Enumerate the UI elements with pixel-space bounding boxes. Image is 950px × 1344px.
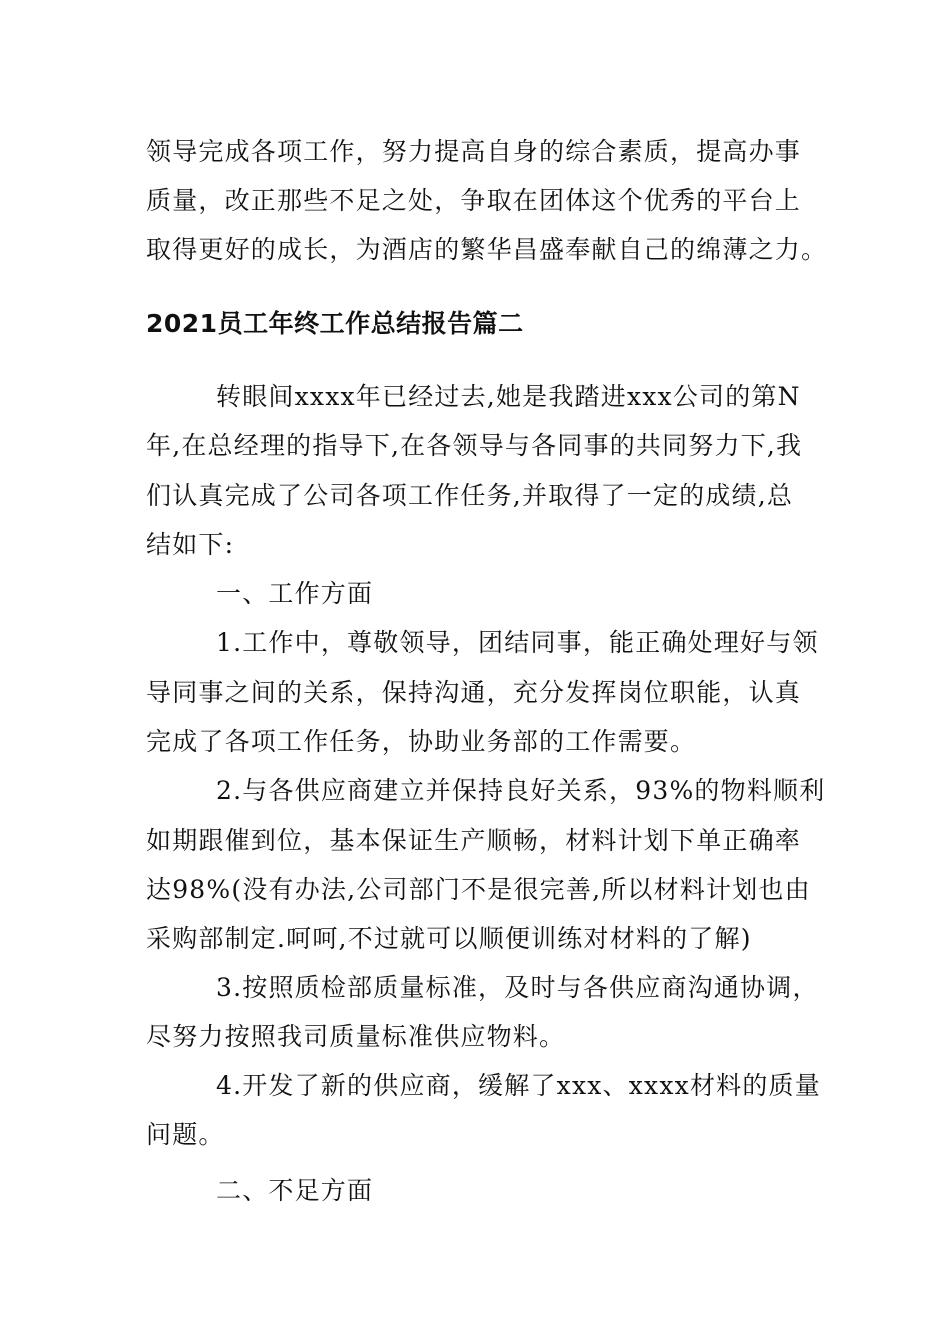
- section-heading: 2021员工年终工作总结报告篇二: [146, 309, 524, 338]
- list-item-line: 2.与各供应商建立并保持良好关系，93%的物料顺利: [216, 776, 826, 805]
- paragraph-line: 结如下:: [146, 530, 235, 559]
- paragraph-line: 领导完成各项工作，努力提高自身的综合素质，提高办事: [146, 137, 802, 166]
- subsection-title: 一、工作方面: [216, 579, 374, 608]
- paragraph-line: 们认真完成了公司各项工作任务,并取得了一定的成绩,总: [146, 481, 794, 510]
- list-item-line: 问题。: [146, 1120, 225, 1149]
- list-item-line: 1.工作中，尊敬领导，团结同事，能正确处理好与领: [216, 628, 819, 657]
- list-item-line: 3.按照质检部质量标准，及时与各供应商沟通协调，: [216, 973, 819, 1002]
- list-item-line: 采购部制定.呵呵,不过就可以顺便训练对材料的了解): [146, 924, 752, 953]
- paragraph-line: 年,在总经理的指导下,在各领导与各同事的共同努力下,我: [146, 431, 803, 460]
- paragraph-line: 取得更好的成长，为酒店的繁华昌盛奉献自己的绵薄之力。: [146, 235, 828, 264]
- paragraph-line: 质量，改正那些不足之处，争取在团体这个优秀的平台上: [146, 186, 802, 215]
- subsection-title: 二、不足方面: [216, 1176, 374, 1205]
- paragraph-line: 转眼间xxxx年已经过去,她是我踏进xxx公司的第N: [216, 382, 801, 411]
- list-item-line: 尽努力按照我司质量标准供应物料。: [146, 1022, 566, 1051]
- list-item-line: 达98%(没有办法,公司部门不是很完善,所以材料计划也由: [146, 875, 811, 904]
- list-item-line: 如期跟催到位，基本保证生产顺畅，材料计划下单正确率: [146, 826, 802, 855]
- list-item-line: 导同事之间的关系，保持沟通，充分发挥岗位职能，认真: [146, 678, 802, 707]
- list-item-line: 完成了各项工作任务，协助业务部的工作需要。: [146, 727, 697, 756]
- list-item-line: 4.开发了新的供应商，缓解了xxx、xxxx材料的质量: [216, 1071, 821, 1100]
